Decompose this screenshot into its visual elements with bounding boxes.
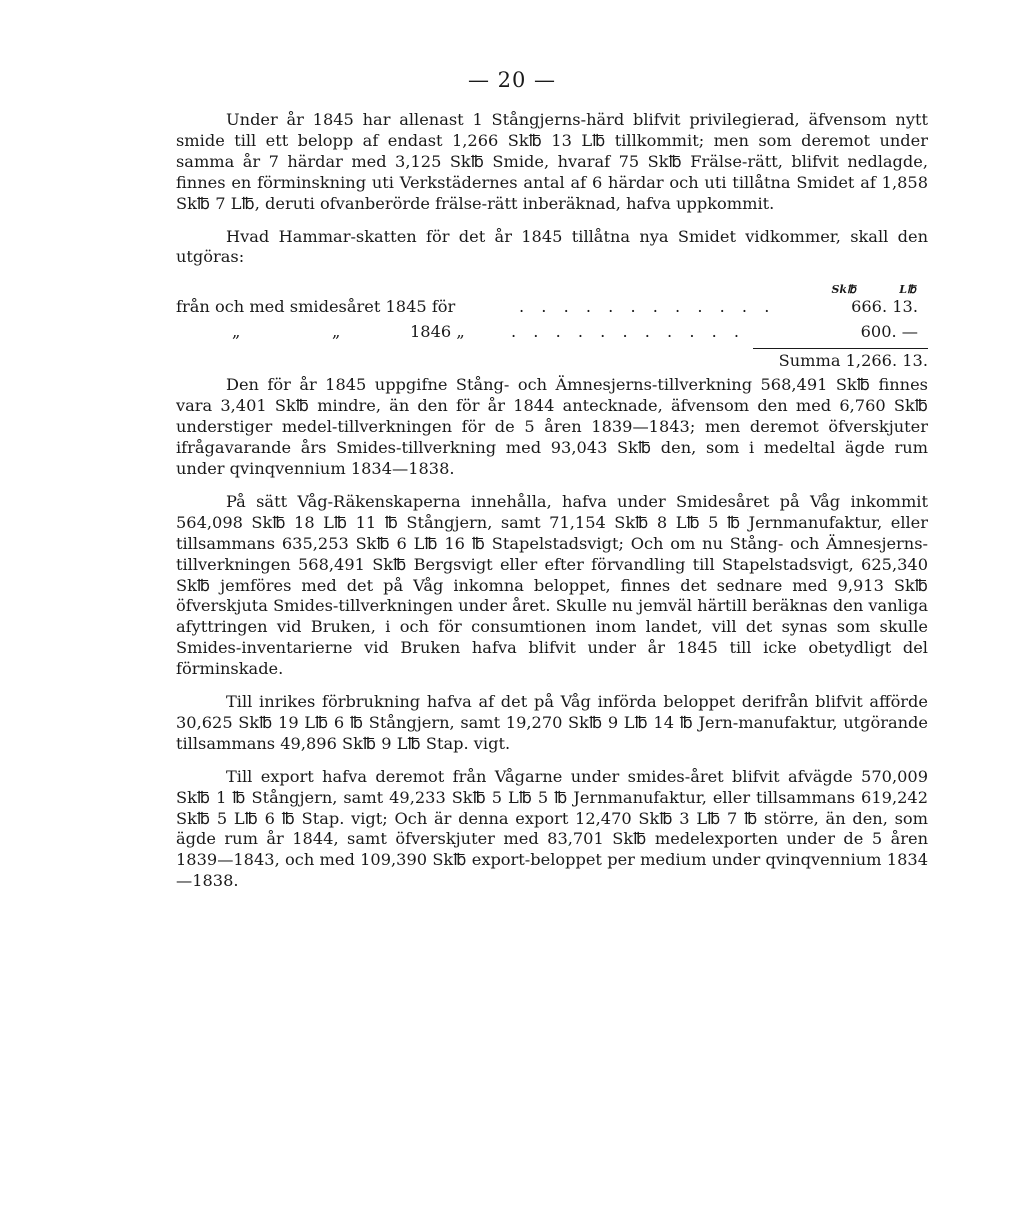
ditto-mark-1: „ <box>232 322 241 342</box>
tax-row-1846 <box>176 322 928 344</box>
paragraph-3: Den för år 1845 uppgifne Stång- och Ämnesjerns-tillverkning 568,491 Sk℔ finnes vara 3,401 Sk℔ mindre, än den för år 1844 antecknade, äfvensom den med 6,760 Sk℔ understiger medel-tillverkningen för de 5 åren 1839—1843; men deremot öfverskjuter ifrågavarande års Smides-tillverkning med 93,043 Sk℔ den, som i medeltal ägde rum under qvinqvennium 1834—1838. <box>176 375 928 478</box>
page-number: — 20 — <box>467 68 557 92</box>
tax-row-1845-amount: 666. 13. <box>851 297 918 317</box>
tax-row-1845-label: från och med smidesåret 1845 för <box>176 297 456 317</box>
ditto-mark-2: „ <box>332 322 341 342</box>
tax-row-1845-leader: . . . . . . . . . . . . <box>519 297 776 317</box>
paragraph-2: Hvad Hammar-skatten för det år 1845 tillåtna nya Smidet vidkommer, skall den utgöras: <box>176 226 928 267</box>
tax-row-1846-leader: . . . . . . . . . . . <box>511 322 746 342</box>
tax-table-units <box>176 278 928 297</box>
tax-summa: Summa 1,266. 13. <box>778 351 928 371</box>
unit-lb: L℔ <box>899 283 916 297</box>
tax-row-1846-label: 1846 „ <box>410 322 465 342</box>
sum-rule <box>753 348 928 349</box>
paragraph-1: Under år 1845 har allenast 1 Stångjerns-härd blifvit privilegierad, äfvensom nytt smide till ett belopp af endast 1,266 Sk℔ 13 L℔ tillkommit; men som deremot under samma år 7 härdar med 3,125 Sk℔ Smide, hvaraf 75 Sk℔ Frälse-rätt, blifvit nedlagde, finnes en förminskning uti Verkstädernes antal af 6 härdar och uti tillåtna Smidet af 1,858 Sk℔ 7 L℔, deruti ofvanberörde frälse-rätt inberäknad, hafva uppkommit. <box>176 110 928 213</box>
unit-skl: Sk℔ <box>831 283 856 297</box>
paragraph-6: Till export hafva deremot från Vågarne under smides-året blifvit afvägde 570,009 Sk℔ 1 ℔ Stångjern, samt 49,233 Sk℔ 5 L℔ 5 ℔ Jernmanufaktur, eller tillsammans 619,242 Sk℔ 5 L℔ 6 ℔ Stap. vigt; Och är denna export 12,470 Sk℔ 3 L℔ 7 ℔ större, än den, som ägde rum år 1844, samt öfverskjuter med 83,701 Sk℔ medelexporten under de 5 åren 1839—1843, och med 109,390 Sk℔ export-beloppet per medium under qvinqvennium 1834—1838. <box>176 766 928 891</box>
tax-row-1845 <box>176 297 928 319</box>
tax-row-1846-amount: 600. — <box>860 322 918 342</box>
paragraph-4: På sätt Våg-Räkenskaperna innehålla, hafva under Smidesåret på Våg inkommit 564,098 Sk℔ 18 L℔ 11 ℔ Stångjern, samt 71,154 Sk℔ 8 L℔ 5 ℔ Jernmanufaktur, eller tillsammans 635,253 Sk℔ 6 L℔ 16 ℔ Stapelstadsvigt; Och om nu Stång- och Ämnesjerns-tillverkningen 568,491 Sk℔ Bergsvigt eller efter förvandling till Stapelstadsvigt, 625,340 Sk℔ jemföres med det på Våg inkomna beloppet, finnes det sednare med 9,913 Sk℔ öfverskjuta Smides-tillverkningen under året. Skulle nu jemväl härtill beräknas den vanliga afyttringen vid Bruken, i och för consumtionen inom landet, vill det synas som skulle Smides-inventarierne vid Bruken hafva blifvit under år 1845 till icke obetydligt del förminskade. <box>176 491 928 679</box>
paragraph-5: Till inrikes förbrukning hafva af det på Våg införda beloppet derifrån blifvit afförde 30,625 Sk℔ 19 L℔ 6 ℔ Stångjern, samt 19,270 Sk℔ 9 L℔ 14 ℔ Jern-manufaktur, utgörande tillsammans 49,896 Sk℔ 9 L℔ Stap. vigt. <box>176 692 928 753</box>
body-text <box>176 110 928 892</box>
tax-summa-row <box>176 351 928 373</box>
